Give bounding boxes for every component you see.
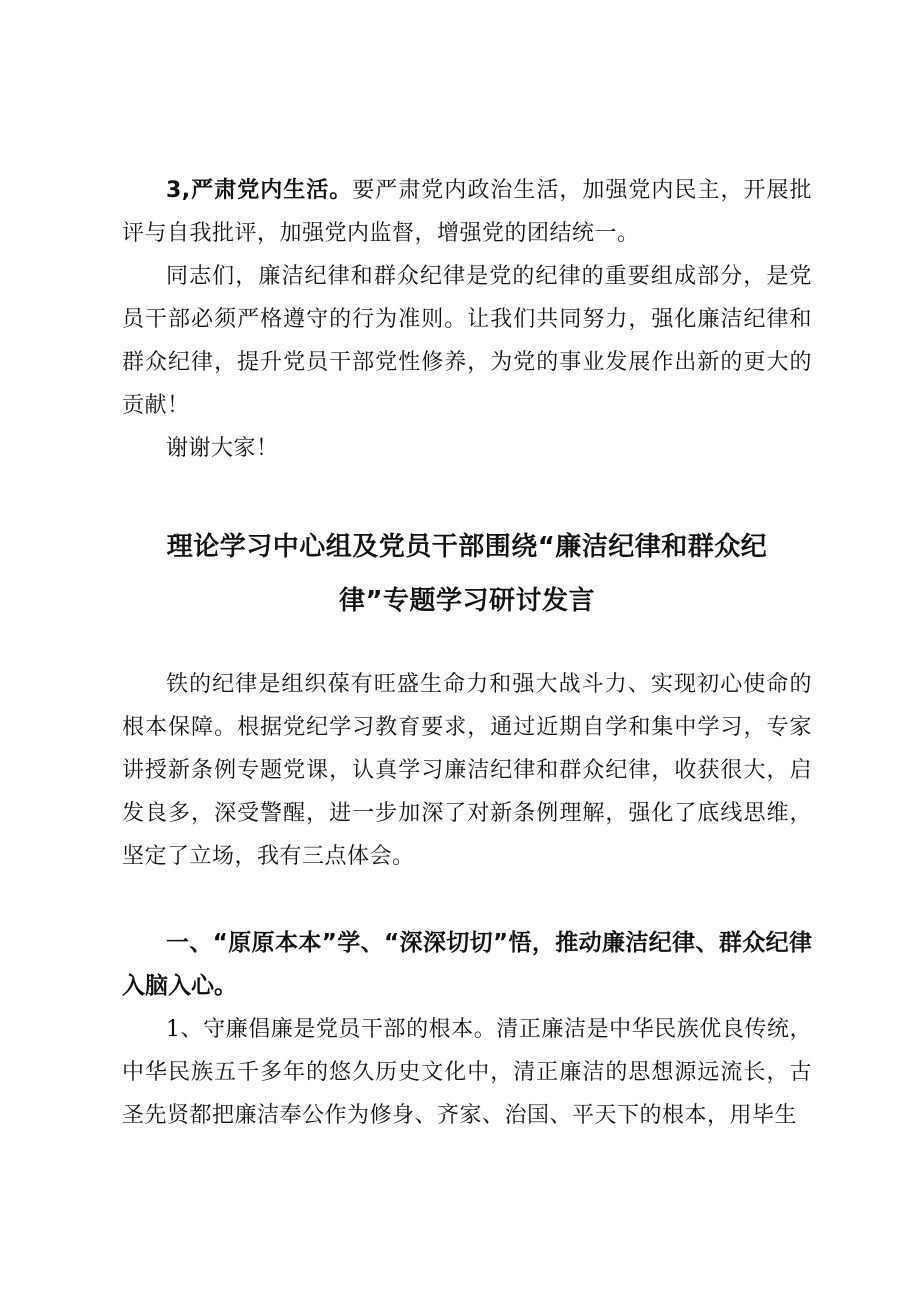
paragraph-thanks: 谢谢大家！ — [166, 436, 279, 461]
paragraph-strict-party-life — [122, 169, 812, 255]
paragraph-comrades: 同志们，廉洁纪律和群众纪律是党的纪律的重要组成部分，是党员干部必须严格遵守的行为准则。让我们共同努力，强化廉洁纪律和群众纪律，提升党员干部党性修养，为党的事业发展作出新的更大的贡献！ — [122, 264, 812, 418]
article-title — [122, 520, 812, 628]
title-line-1: 理论学习中心组及党员干部围绕“廉洁纪律和群众纪 — [166, 532, 768, 562]
paragraph-lead: 3,严肃党内生活。 — [166, 178, 353, 203]
paragraph-intro: 铁的纪律是组织葆有旺盛生命力和强大战斗力、实现初心使命的根本保障。根据党纪学习教育要求，通过近期自学和集中学习，专家讲授新条例专题党课，认真学习廉洁纪律和群众纪律，收获很大，启发良多，深受警醒，进一步加深了对新条例理解，强化了底线思维，坚定了立场，我有三点体会。 — [122, 672, 812, 869]
paragraph-text: 要严肃党内政治生活，加强党内民主，开展批评与自我批评，加强党内监督，增强党的团结统一。 — [122, 178, 812, 246]
paragraph-section1-body: 1、守廉倡廉是党员干部的根本。清正廉洁是中华民族优良传统，中华民族五千多年的悠久历史文化中，清正廉洁的思想源远流长，古圣先贤都把廉洁奉公作为修身、齐家、治国、平天下的根本，用毕生 — [122, 1017, 812, 1128]
section-heading-1: 一、“原原本本”学、“深深切切”悟，推动廉洁纪律、群众纪律入脑入心。 — [122, 930, 812, 999]
title-line-2: 律”专题学习研讨发言 — [338, 586, 596, 616]
